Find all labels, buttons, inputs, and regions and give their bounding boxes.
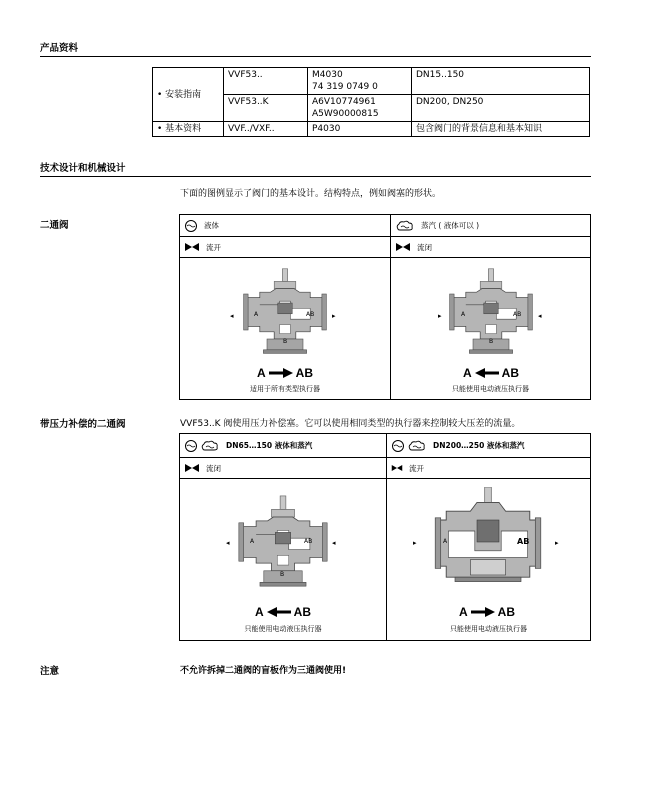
- flow-a: A: [462, 366, 472, 380]
- valve-symbol-icon: [184, 242, 200, 252]
- diagram-caption: 适用于所有类型执行器: [250, 385, 320, 393]
- medium-label: 液体: [204, 221, 219, 230]
- flow-ab: AB: [295, 366, 313, 380]
- note-text: 不允许拆掉二通阀的盲板作为三通阀使用!: [180, 666, 347, 676]
- flow-ab: AB: [293, 605, 311, 619]
- medium-cell-right: [387, 434, 590, 458]
- liquid-icon: [184, 440, 198, 452]
- port-ab-label: AB: [513, 311, 522, 318]
- state-label: 流闭: [417, 242, 432, 252]
- valve-cross-section-image: [446, 264, 536, 360]
- valve-symbol-icon: [184, 463, 200, 473]
- arrow-right-icon: [269, 368, 293, 378]
- diagram-caption: 只能使用电动液压执行器: [244, 625, 322, 633]
- arrow-right-icon: [471, 607, 495, 617]
- state-cell-right: [391, 237, 590, 258]
- table-cell-label: • 安装指南: [153, 68, 224, 122]
- section-note: 注意: [40, 666, 60, 677]
- valve-diagram-grid-2: [179, 433, 591, 641]
- port-b-label: B: [489, 338, 494, 345]
- section-two-way: 二通阀: [40, 220, 69, 231]
- flow-direction: [240, 366, 330, 380]
- state-cell-left: [180, 237, 390, 258]
- section-tech-design: 技术设计和机械设计: [40, 163, 126, 174]
- arrow-left-icon: [267, 607, 291, 617]
- medium-cell-right: [391, 215, 590, 237]
- table-cell-label: • 基本资料: [153, 122, 224, 137]
- port-ab-marker: ▸: [555, 539, 559, 547]
- valve-symbol-icon: [395, 242, 411, 252]
- valve-symbol-icon: [391, 463, 403, 473]
- port-a-label: A: [461, 311, 466, 318]
- state-cell-right: [387, 458, 590, 479]
- table-row: [153, 122, 590, 137]
- steam-icon: [407, 440, 427, 452]
- tech-intro-text: 下面的图例显示了阀门的基本设计。结构特点，例如阀塞的形状。: [180, 189, 442, 199]
- flow-direction: [235, 605, 331, 619]
- diagram-cell-left: [180, 479, 386, 640]
- state-cell-left: [180, 458, 386, 479]
- state-label: 流闭: [206, 463, 221, 473]
- port-b-label: B: [283, 338, 288, 345]
- flow-a: A: [458, 605, 468, 619]
- diagram-cell-right: [387, 479, 590, 640]
- doc-number: M4030: [312, 70, 343, 80]
- diagram-cell-left: [180, 258, 390, 399]
- table-cell-doc: P4030: [308, 122, 412, 137]
- medium-label: 蒸汽 ( 液体可以 ): [421, 221, 480, 230]
- port-a-label: A: [443, 538, 448, 545]
- port-ab-label: AB: [306, 311, 315, 318]
- table-cell-model: VVF../VXF..: [224, 122, 308, 137]
- flow-ab: AB: [497, 605, 515, 619]
- port-a-label: A: [250, 538, 255, 545]
- port-a-marker: ▸: [413, 539, 417, 547]
- port-a-marker: ◂: [230, 312, 234, 320]
- table-row: [153, 68, 590, 95]
- port-ab-label: AB: [517, 537, 530, 546]
- port-ab-label: AB: [304, 538, 313, 545]
- liquid-icon: [184, 220, 198, 232]
- info-table: [152, 67, 590, 137]
- state-label: 流开: [409, 463, 424, 473]
- port-a-marker: ◂: [226, 539, 230, 547]
- steam-icon: [395, 220, 415, 232]
- flow-direction: [446, 366, 536, 380]
- diagram-cell-right: [391, 258, 590, 399]
- doc-number-2: 74 319 0749 0: [312, 82, 378, 92]
- port-ab-marker: ◂: [538, 312, 542, 320]
- port-ab-marker: ▸: [332, 312, 336, 320]
- port-a-label: A: [254, 311, 259, 318]
- port-ab-marker: ◂: [332, 539, 336, 547]
- flow-direction: [439, 605, 535, 619]
- port-a-marker: ▸: [438, 312, 442, 320]
- state-label: 流开: [206, 242, 221, 252]
- diagram-caption: 只能使用电动液压执行器: [452, 385, 529, 393]
- table-cell-model: VVF53..: [224, 68, 308, 95]
- table-cell-doc: [308, 68, 412, 95]
- flow-a: A: [256, 366, 266, 380]
- section-product-info: 产品资料: [40, 43, 79, 54]
- diagram-caption: 只能使用电动液压执行器: [450, 625, 527, 633]
- flow-a: A: [254, 605, 264, 619]
- medium-label: DN65…150 液体和蒸汽: [226, 441, 313, 450]
- table-cell-doc: [308, 95, 412, 122]
- valve-diagram-grid-1: [179, 214, 591, 400]
- medium-cell-left: [180, 434, 386, 458]
- divider: [40, 56, 591, 57]
- divider: [40, 176, 591, 177]
- medium-cell-left: [180, 215, 390, 237]
- liquid-icon: [391, 440, 405, 452]
- steam-icon: [200, 440, 220, 452]
- medium-label: DN200…250 液体和蒸汽: [433, 441, 525, 450]
- flow-ab: AB: [501, 366, 519, 380]
- table-cell-range: DN15..150: [412, 68, 590, 95]
- pc-intro-text: VVF53..K 阀使用压力补偿塞。它可以使用相同类型的执行器来控制较大压差的流量。: [180, 419, 521, 429]
- doc-number: A6V10774961: [312, 97, 376, 107]
- doc-number-2: A5W90000815: [312, 109, 379, 119]
- table-cell-range: DN200, DN250: [412, 95, 590, 122]
- arrow-left-icon: [475, 368, 499, 378]
- table-cell-model: VVF53..K: [224, 95, 308, 122]
- table-cell-range: 包含阀门的背景信息和基本知识: [412, 122, 590, 137]
- section-pressure-comp: 带压力补偿的二通阀: [40, 419, 126, 430]
- port-b-label: B: [280, 571, 285, 578]
